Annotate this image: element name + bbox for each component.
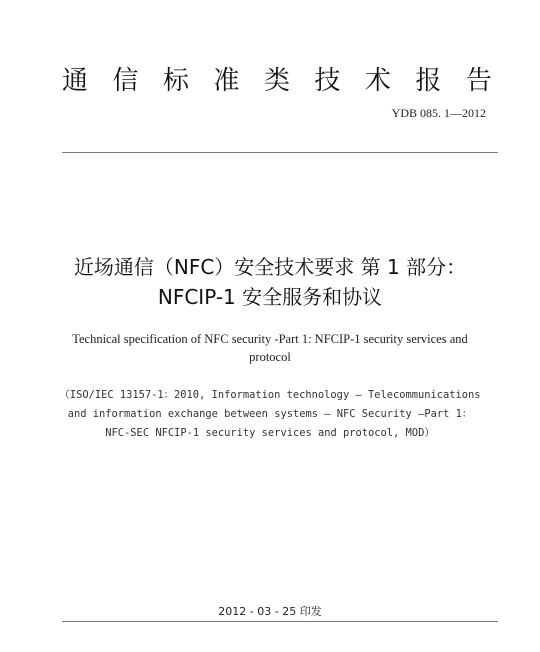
document-number: YDB 085. 1—2012: [391, 106, 486, 120]
title-char: 标: [162, 66, 189, 96]
iso-reference: [30, 386, 510, 443]
english-title-line: protocol: [249, 350, 291, 364]
english-title: [40, 330, 500, 366]
iso-reference-line: （ISO/IEC 13157-1：2010, Information technology — Telecommunications: [59, 389, 481, 401]
title-char: 术: [364, 66, 391, 96]
title-char: 类: [263, 66, 290, 96]
chinese-title-line: NFCIP-1 安全服务和协议: [157, 285, 383, 309]
title-char: 报: [415, 66, 442, 96]
english-title-line: Technical specification of NFC security -Part 1: NFCIP-1 security services and: [72, 332, 468, 346]
title-char: 信: [112, 66, 139, 96]
title-char: 通: [62, 66, 89, 96]
title-char: 告: [465, 66, 492, 96]
chinese-title-line: 近场通信（NFC）安全技术要求 第 1 部分：: [73, 255, 467, 279]
chinese-title: [0, 252, 540, 312]
title-char: 准: [213, 66, 240, 96]
title-char: 技: [314, 66, 341, 96]
issue-date: 2012 - 03 - 25 印发: [218, 605, 322, 618]
report-category-title: [62, 60, 492, 97]
iso-reference-line: NFC-SEC NFCIP-1 security services and protocol, MOD）: [105, 427, 435, 439]
top-divider: [62, 152, 498, 153]
iso-reference-line: and information exchange between systems — NFC Security —Part 1：: [67, 408, 473, 420]
bottom-divider: [62, 621, 498, 622]
